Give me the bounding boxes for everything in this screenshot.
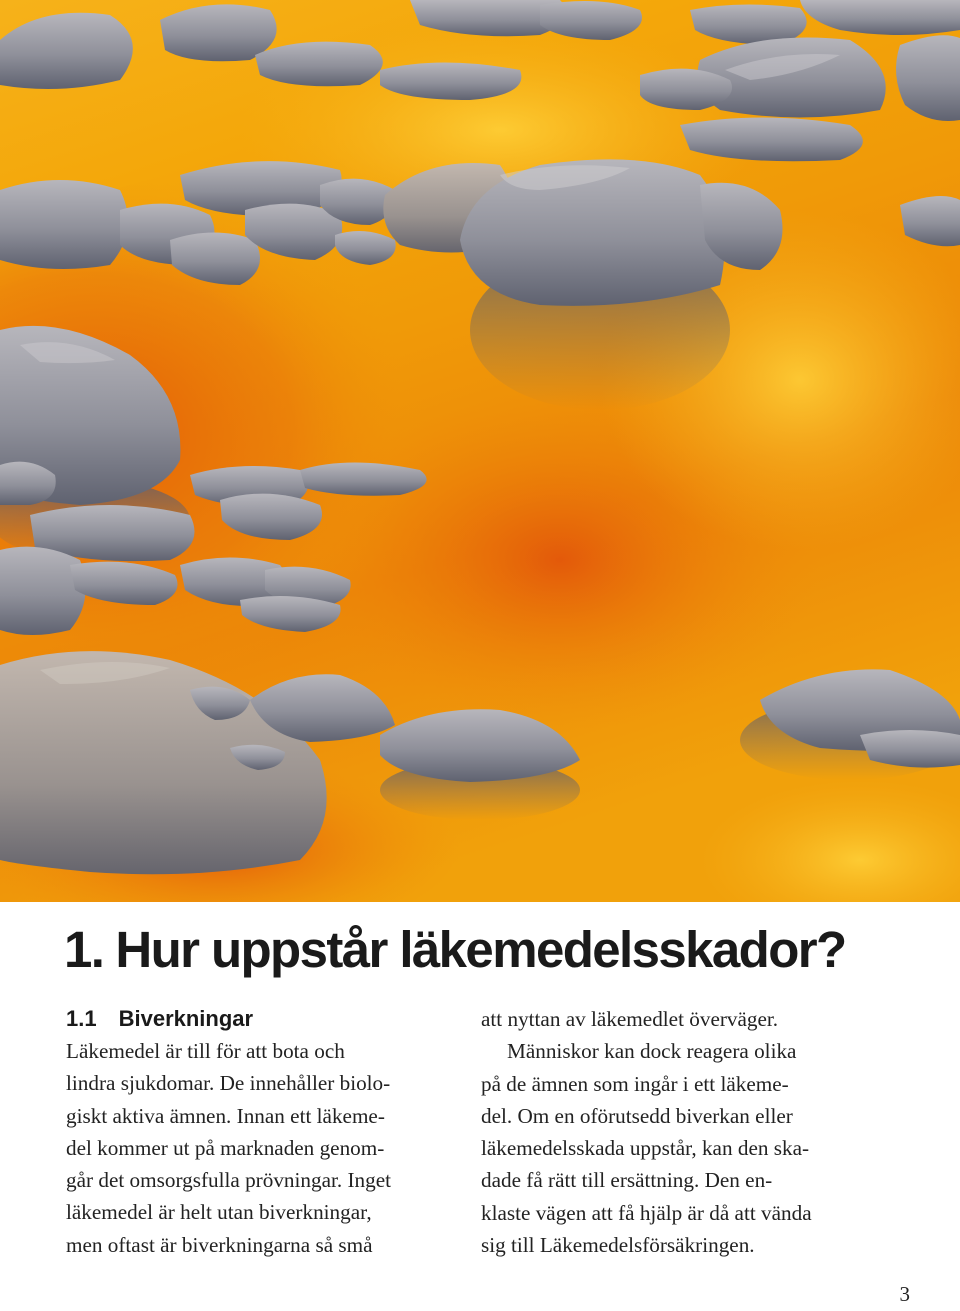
page-number: 3 — [899, 1282, 910, 1306]
section-number: 1.1 — [66, 1006, 97, 1031]
section-heading — [66, 1004, 253, 1034]
body-line: läkemedel är helt utan biverkningar, — [66, 1200, 372, 1225]
section-title: Biverkningar — [118, 1006, 254, 1031]
body-line: Människor kan dock reagera olika — [507, 1039, 797, 1064]
chapter-title-text: Hur uppstår läkemedelsskador? — [115, 921, 846, 978]
body-line: dade få rätt till ersättning. Den en- — [481, 1168, 773, 1193]
body-line: går det omsorgsfulla prövningar. Inget — [66, 1168, 392, 1193]
body-line: Läkemedel är till för att bota och — [66, 1039, 345, 1063]
body-line: sig till Läkemedelsförsäkringen. — [481, 1233, 755, 1258]
body-line: läkemedelsskada uppstår, kan den ska- — [481, 1136, 810, 1161]
body-line: giskt aktiva ämnen. Innan ett läkeme- — [66, 1103, 385, 1128]
body-line: del. Om en oförutsedd biverkan eller — [481, 1103, 793, 1128]
body-line: lindra sjukdomar. De innehåller biolo- — [66, 1071, 391, 1096]
chapter-title — [64, 922, 846, 978]
body-line: del kommer ut på marknaden genom- — [66, 1135, 385, 1160]
chapter-number: 1. — [64, 921, 104, 978]
body-line: klaste vägen att få hjälp är då att vända — [481, 1200, 812, 1225]
body-line: att nyttan av läkemedlet överväger. — [481, 1007, 779, 1031]
body-line: men oftast är biverkningarna så små — [66, 1232, 373, 1257]
body-column-left — [66, 1035, 466, 1261]
body-line: på de ämnen som ingår i ett läkeme- — [481, 1071, 789, 1096]
body-column-right — [481, 1003, 901, 1261]
